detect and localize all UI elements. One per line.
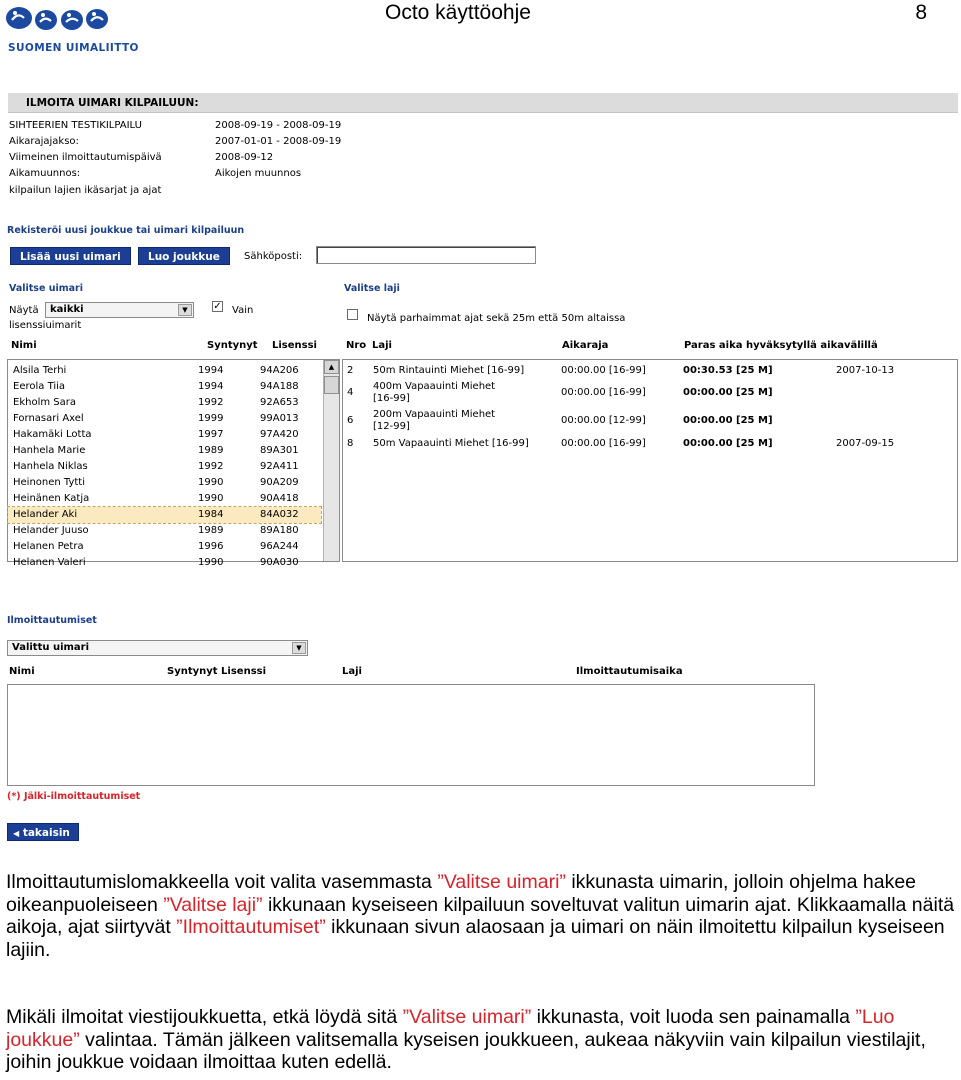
- event-row[interactable]: [343, 380, 957, 408]
- paragraph-text: ikkunasta, voit luoda sen painamalla: [531, 1006, 856, 1028]
- chevron-down-icon: ▼: [178, 304, 192, 316]
- swimmer-born: 1990: [198, 557, 224, 568]
- registrations-heading: Ilmoittautumiset: [7, 615, 97, 626]
- event-nro: 8: [347, 438, 354, 449]
- paragraph-text: Mikäli ilmoitat viestijoukkuetta, etkä löydä sitä: [6, 1006, 403, 1028]
- paragraph-1: [6, 871, 961, 961]
- event-age-group: [12-99]: [373, 421, 410, 432]
- swimmer-name: Heinänen Katja: [13, 493, 90, 504]
- event-time-limit[interactable]: 00:00.00 [16-99]: [561, 438, 646, 449]
- swimmer-name: Heinonen Tytti: [13, 477, 86, 488]
- highlighted-term: ”Valitse laji”: [163, 893, 263, 916]
- col-license: Lisenssi: [272, 340, 317, 351]
- swimmer-row[interactable]: [8, 475, 323, 491]
- scroll-up-icon[interactable]: ▲: [324, 360, 339, 374]
- swimmer-row[interactable]: [8, 523, 323, 539]
- swimmer-license: 94A206: [260, 365, 299, 376]
- swimmer-name: Ekholm Sara: [13, 397, 76, 408]
- event-row[interactable]: [343, 408, 957, 436]
- swimmer-row[interactable]: [8, 459, 323, 475]
- paragraph-text: ikkunaan kyseiseen kilpailuun soveltuvat valitun uimarin ajat. Klikkaamalla näitä aikoja, ajat siirtyvät: [6, 893, 955, 938]
- back-arrow-icon: ◀: [13, 829, 20, 838]
- last-registration-label: Viimeinen ilmoittautumispäivä: [9, 152, 162, 163]
- swimmer-born: 1989: [198, 525, 224, 536]
- swimmer-born: 1992: [198, 397, 224, 408]
- competition-name: SIHTEERIEN TESTIKILPAILU: [9, 120, 142, 131]
- swimmer-name: Alsila Terhi: [13, 365, 67, 376]
- swimmer-born: 1994: [198, 381, 224, 392]
- reg-col-born-license: Syntynyt Lisenssi: [167, 666, 267, 677]
- swimmer-license: 90A418: [260, 493, 299, 504]
- highlighted-term: ”Ilmoittautumiset”: [176, 916, 326, 938]
- swimmer-listbox[interactable]: [7, 359, 340, 568]
- event-nro: 6: [347, 415, 354, 426]
- col-nro: Nro: [346, 340, 367, 351]
- event-nro: 4: [347, 387, 354, 398]
- show-label: Näytä: [9, 305, 39, 316]
- event-time-limit[interactable]: 00:00.00 [12-99]: [561, 415, 646, 426]
- event-name: 50m Vapaauinti Miehet [16-99]: [373, 438, 529, 449]
- page-number: 8: [915, 1, 927, 24]
- reg-col-registration-time: Ilmoittautumisaika: [576, 666, 683, 677]
- swimmer-born: 1994: [198, 365, 224, 376]
- paragraph-2: [6, 1006, 961, 1074]
- swimmer-license: 84A032: [260, 509, 299, 520]
- late-registrations-note: (*) Jälki-ilmoittautumiset: [7, 791, 141, 802]
- swimmer-license: 90A209: [260, 477, 299, 488]
- email-input[interactable]: [316, 246, 536, 264]
- swimmer-license: 89A180: [260, 525, 299, 536]
- swimmer-row[interactable]: [8, 411, 323, 427]
- event-best-time[interactable]: 00:00.00 [25 M]: [683, 387, 773, 398]
- back-button-label: takaisin: [22, 827, 70, 839]
- choose-event-heading: Valitse laji: [344, 283, 400, 294]
- swimmer-row[interactable]: [8, 395, 323, 411]
- event-age-group: [16-99]: [373, 393, 410, 404]
- swimmer-born: 1997: [198, 429, 224, 440]
- scroll-thumb[interactable]: [324, 376, 339, 394]
- document-title: Octo käyttöohje: [385, 1, 531, 24]
- age-groups-link[interactable]: kilpailun lajien ikäsarjat ja ajat: [9, 185, 162, 196]
- time-conversion-label: Aikamuunnos:: [9, 168, 81, 179]
- register-heading: Rekisteröi uusi joukkue tai uimari kilpailuun: [7, 225, 245, 236]
- swimmer-row[interactable]: [8, 379, 323, 395]
- chevron-down-icon: ▼: [292, 642, 306, 654]
- event-nro: 2: [347, 365, 354, 376]
- best-times-checkbox[interactable]: [347, 309, 358, 320]
- paragraph-text: ikkunaan sivun alaosaan ja uimari on näin ilmoitettu kilpailun kyseiseen lajiin.: [6, 916, 945, 961]
- swimmer-row[interactable]: [8, 363, 323, 379]
- swimmer-license: 92A653: [260, 397, 299, 408]
- highlighted-term: ”Valitse uimari”: [437, 871, 566, 893]
- swimmer-born: 1999: [198, 413, 224, 424]
- create-team-button[interactable]: Luo joukkue: [138, 247, 230, 265]
- swimmer-name: Hanhela Niklas: [13, 461, 88, 472]
- swimmer-row[interactable]: [8, 427, 323, 443]
- event-list: [342, 359, 958, 562]
- event-best-time[interactable]: 00:00.00 [25 M]: [683, 438, 773, 449]
- swimmer-born: 1990: [198, 477, 224, 488]
- registrations-filter-value: Valittu uimari: [12, 642, 90, 653]
- swimmer-row[interactable]: [8, 555, 323, 571]
- time-conversion-link[interactable]: Aikojen muunnos: [215, 168, 302, 179]
- swimmer-figures-icon: [6, 4, 116, 32]
- swimmer-row[interactable]: [8, 443, 323, 459]
- licensed-only-checkbox[interactable]: ✓: [213, 301, 222, 312]
- swimmer-born: 1996: [198, 541, 224, 552]
- highlighted-term: ”Luo joukkue”: [6, 1006, 895, 1051]
- swimmer-name: Helander Aki: [13, 509, 78, 520]
- paragraph-text: Ilmoittautumislomakkeella voit valita vasemmasta: [6, 871, 438, 893]
- swimmer-license: 92A411: [260, 461, 299, 472]
- swimmer-born: 1990: [198, 493, 224, 504]
- registrations-list[interactable]: [7, 684, 815, 786]
- event-time-limit[interactable]: 00:00.00 [16-99]: [561, 365, 646, 376]
- event-name: 400m Vapaauinti Miehet: [373, 381, 496, 392]
- swimmer-name: Eerola Tiia: [13, 381, 66, 392]
- swimmer-born: 1989: [198, 445, 224, 456]
- col-born: Syntynyt: [207, 340, 258, 351]
- competition-dates: 2008-09-19 - 2008-09-19: [215, 120, 342, 131]
- section-header-bar: [8, 93, 958, 113]
- swimmer-name: Helanen Valeri: [13, 557, 86, 568]
- registrations-filter-select[interactable]: [7, 640, 308, 656]
- time-limit-period-value: 2007-01-01 - 2008-09-19: [215, 136, 342, 147]
- col-name: Nimi: [11, 340, 37, 351]
- reg-col-event: Laji: [342, 666, 362, 677]
- swimmer-list-scrollbar[interactable]: [323, 360, 339, 561]
- swimmer-born: 1984: [198, 509, 224, 520]
- paragraph-text: ikkunasta uimarin, jolloin ohjelma hakee oikeanpuoleiseen: [6, 871, 917, 916]
- swimmer-name: Helanen Petra: [13, 541, 84, 552]
- swimmer-row-selected[interactable]: [8, 507, 321, 523]
- event-name: 200m Vapaauinti Miehet: [373, 409, 496, 420]
- event-best-date: 2007-09-15: [836, 438, 895, 449]
- licensed-swimmers-label: lisenssiuimarit: [9, 320, 82, 331]
- back-button[interactable]: [7, 823, 79, 841]
- choose-swimmer-heading: Valitse uimari: [9, 283, 83, 294]
- swimmer-license: 89A301: [260, 445, 299, 456]
- time-limit-period-label: Aikarajajakso:: [9, 136, 79, 147]
- swimmer-name: Fornasari Axel: [13, 413, 84, 424]
- swimmer-license: 99A013: [260, 413, 299, 424]
- uimaliitto-logo: [6, 4, 139, 54]
- show-select[interactable]: [45, 302, 194, 318]
- col-event: Laji: [372, 340, 392, 351]
- event-time-limit[interactable]: 00:00.00 [16-99]: [561, 387, 646, 398]
- licensed-only-label: Vain: [232, 305, 254, 316]
- email-label: Sähköposti:: [244, 251, 303, 262]
- last-registration-value: 2008-09-12: [215, 152, 274, 163]
- event-best-time[interactable]: 00:30.53 [25 M]: [683, 365, 773, 376]
- swimmer-license: 90A030: [260, 557, 299, 568]
- swimmer-row[interactable]: [8, 539, 323, 555]
- event-best-time[interactable]: 00:00.00 [25 M]: [683, 415, 773, 426]
- event-row[interactable]: [343, 364, 957, 379]
- swimmer-born: 1992: [198, 461, 224, 472]
- add-swimmer-button[interactable]: Lisää uusi uimari: [10, 247, 131, 265]
- paragraph-text: valintaa. Tämän jälkeen valitsemalla kyseisen joukkueen, aukeaa näkyviin vain kilpailun viestilajit, joihin joukkue voidaan ilmoittaa kuten edellä.: [6, 1028, 926, 1073]
- logo-text: SUOMEN UIMALIITTO: [8, 42, 139, 54]
- reg-col-name: Nimi: [9, 666, 35, 677]
- swimmer-name: Hanhela Marie: [13, 445, 86, 456]
- section-title: ILMOITA UIMARI KILPAILUUN:: [26, 97, 199, 109]
- highlighted-term: ”Valitse uimari”: [402, 1006, 532, 1028]
- swimmer-license: 96A244: [260, 541, 299, 552]
- swimmer-name: Helander Juuso: [13, 525, 89, 536]
- best-times-label: Näytä parhaimmat ajat sekä 25m että 50m altaissa: [367, 313, 626, 324]
- swimmer-license: 97A420: [260, 429, 299, 440]
- col-time-limit: Aikaraja: [562, 340, 609, 351]
- col-best-time: Paras aika hyväksytyllä aikavälillä: [684, 340, 878, 351]
- event-best-date: 2007-10-13: [836, 365, 895, 376]
- swimmer-name: Hakamäki Lotta: [13, 429, 92, 440]
- show-select-value: kaikki: [50, 304, 84, 315]
- swimmer-row[interactable]: [8, 491, 323, 507]
- event-row[interactable]: [343, 437, 957, 452]
- event-name: 50m Rintauinti Miehet [16-99]: [373, 365, 525, 376]
- swimmer-license: 94A188: [260, 381, 299, 392]
